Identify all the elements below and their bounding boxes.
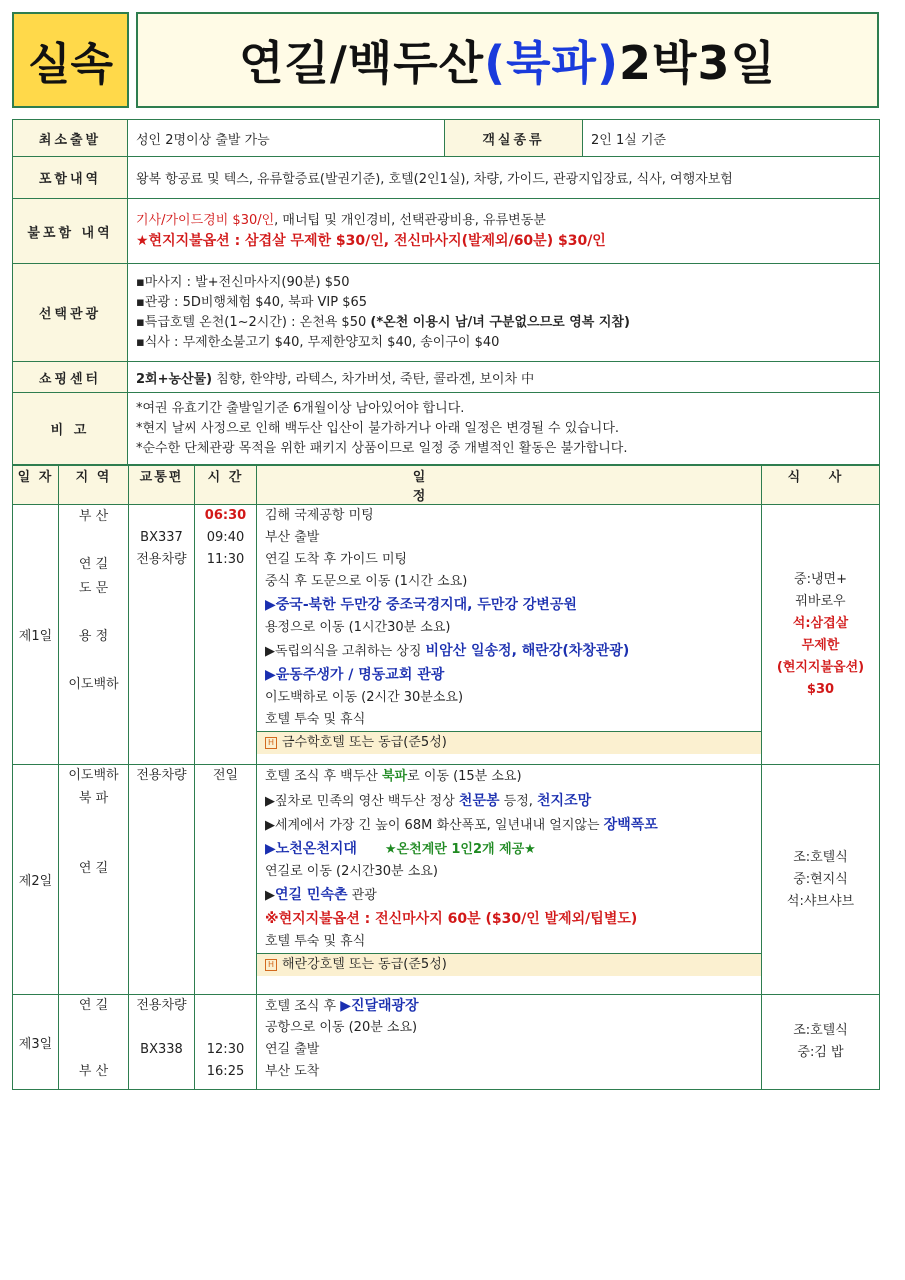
title-sub: (북파) <box>484 36 619 90</box>
optional-meals: ▪식사 : 무제한소불고기 $40, 무제한양꼬치 $40, 송이구이 $40 <box>136 334 500 350</box>
day1-hotel: H 금수학호텔 또는 동급(준5성) <box>257 731 761 754</box>
optional-tour-list <box>128 264 880 362</box>
remark-weather: *현지 날씨 사정으로 인해 백두산 입산이 불가하거나 아래 일정은 변경될 수 있습니다. <box>136 420 620 436</box>
title-main: 연길/백두산 <box>239 36 485 90</box>
col-meals: 식 사 <box>762 466 880 505</box>
day2-regions: 이도백하 북 파 연 길 <box>59 765 129 995</box>
day1-meals: 중:냉면+ 꿔바로우 석:삼겹살 무제한 (현지지불옵션) $30 <box>762 505 880 765</box>
day1-transport: BX337 전용차량 <box>129 505 195 765</box>
excluded-guide-fee: 기사/가이드경비 $30/인 <box>136 213 275 228</box>
day1-times: 06:30 09:40 11:30 <box>195 505 257 765</box>
col-day: 일 자 <box>13 466 59 505</box>
remarks-list <box>128 393 880 465</box>
day3-row <box>13 995 880 1090</box>
title-duration: 2박3일 <box>619 36 776 90</box>
day1-itinerary: 김해 국제공항 미팅 부산 출발 연길 도착 후 가이드 미팅 중식 후 도문으로 이동 (1시간 소요) ▶중국-북한 두만강 중조국경지대, 두만강 강변공원 용정으로 이동 (1시간30분 소요) ▶독립의식을 고취하는 상징 비암산 일송정, 해란강(차창관광) ▶윤동주생가 / 명동교회 관광 이도백하로 이동 (2시간 30분소요) 호텔 투숙 및 휴식 H 금수학호텔 또는 동급(준5성) <box>257 505 762 765</box>
included-value: 왕복 항공료 및 텍스, 유류할증료(발권기준), 호텔(2인1실), 차량, 가이드, 관광지입장료, 식사, 여행자보험 <box>128 157 880 199</box>
info-table <box>12 119 880 465</box>
excluded-local-options: ★현지지불옵션 : 삼겹살 무제한 $30/인, 전신마사지(발제외/60분) $30/인 <box>136 233 606 249</box>
page-title <box>136 12 879 108</box>
optional-sightseeing: ▪관광 : 5D비행체험 $40, 북파 VIP $65 <box>136 294 368 310</box>
shopping-label: 쇼핑센터 <box>13 362 128 393</box>
schedule-table <box>12 465 880 1090</box>
col-region: 지 역 <box>59 466 129 505</box>
included-label: 포함내역 <box>13 157 128 199</box>
col-itinerary: 일 정 <box>257 466 762 505</box>
day2-row <box>13 765 880 995</box>
day3-regions: 연 길 부 산 <box>59 995 129 1090</box>
remark-group: *순수한 단체관광 목적을 위한 패키지 상품이므로 일정 중 개별적인 활동은 불가합니다. <box>136 440 628 456</box>
min-departure-label: 최소출발 <box>13 120 128 157</box>
shopping-value: 2회+농산물) 침향, 한약방, 라텍스, 차가버섯, 죽탄, 콜라겐, 보이차 中 <box>128 362 880 393</box>
room-type-value: 2인 1실 기준 <box>583 120 880 157</box>
day2-time: 전일 <box>195 765 257 995</box>
hotel-icon: H <box>265 737 277 749</box>
day1-row <box>13 505 880 765</box>
excluded-value <box>128 199 880 264</box>
col-time: 시 간 <box>195 466 257 505</box>
optional-tour-label: 선택관광 <box>13 264 128 362</box>
product-badge: 실속 <box>12 12 129 108</box>
day3-times: 12:30 16:25 <box>195 995 257 1090</box>
day2-itinerary: 호텔 조식 후 백두산 북파로 이동 (15분 소요) ▶짚차로 민족의 영산 백두산 정상 천문봉 등정, 천지조망 ▶세계에서 가장 긴 높이 68M 화산폭포, 일년내내 얼지않는 장백폭포 ▶노천온천지대 ★온천계란 1인2개 제공★ 연길로 이동 (2시간30분 소요) ▶연길 민속촌 관광 ※현지지불옵션 : 전신마사지 60분 ($30/인 발제외/팁별도) 호텔 투숙 및 휴식 H 해란강호텔 또는 동급(준5성) <box>257 765 762 995</box>
optional-massage: ▪마사지 : 발+전신마사지(90분) $50 <box>136 274 350 290</box>
remarks-label: 비 고 <box>13 393 128 465</box>
excluded-other: , 매너팁 및 개인경비, 선택관광비용, 유류변동분 <box>274 213 546 228</box>
day1-label: 제1일 <box>13 505 59 765</box>
excluded-label: 불포함 내역 <box>13 199 128 264</box>
day2-meals: 조:호텔식 중:현지식 석:샤브샤브 <box>762 765 880 995</box>
hotel-icon: H <box>265 959 277 971</box>
day3-meals: 조:호텔식 중:김 밥 <box>762 995 880 1090</box>
day3-transport: 전용차량 BX338 <box>129 995 195 1090</box>
day1-regions: 부 산 연 길 도 문 용 정 이도백하 <box>59 505 129 765</box>
day2-transport: 전용차량 <box>129 765 195 995</box>
remark-passport: *여권 유효기간 출발일기준 6개월이상 남아있어야 합니다. <box>136 400 465 416</box>
col-transport: 교통편 <box>129 466 195 505</box>
day2-hotel: H 해란강호텔 또는 동급(준5성) <box>257 953 761 976</box>
day3-itinerary: 호텔 조식 후 ▶진달래광장 공항으로 이동 (20분 소요) 연길 출발 부산 도착 <box>257 995 762 1090</box>
day2-label: 제2일 <box>13 765 59 995</box>
optional-hotspring: ▪특급호텔 온천(1~2시간) : 온천욕 $50 (*온천 이용시 남/녀 구분없으므로 영복 지참) <box>136 314 630 330</box>
min-departure-value: 성인 2명이상 출발 가능 <box>128 120 445 157</box>
day3-label: 제3일 <box>13 995 59 1090</box>
room-type-label: 객실종류 <box>445 120 583 157</box>
